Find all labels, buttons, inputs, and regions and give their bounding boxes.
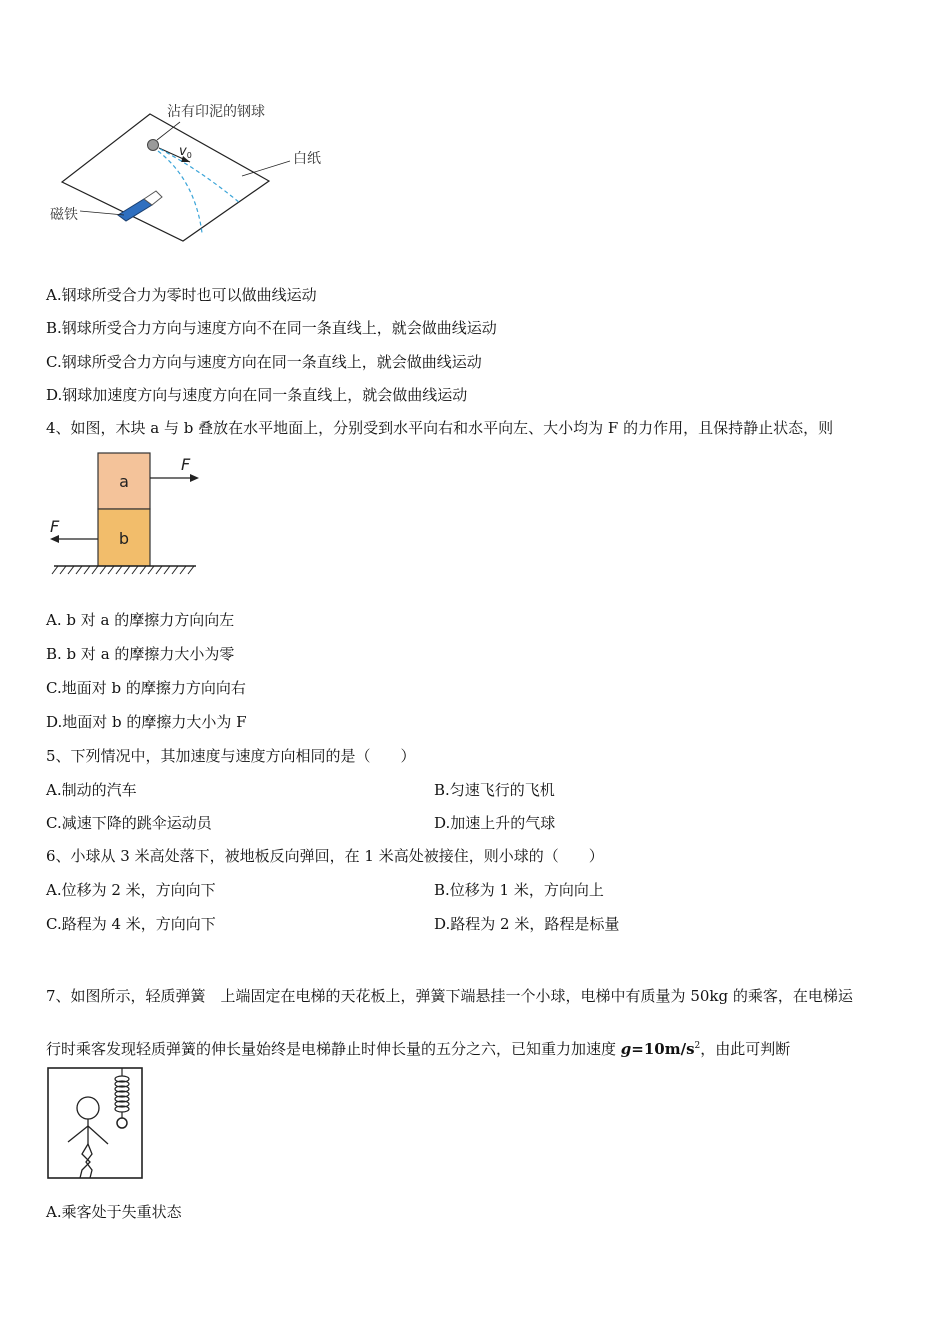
hanging-ball-icon xyxy=(117,1118,127,1128)
q4-stem: 4、如图，木块 a 与 b 叠放在水平地面上，分别受到水平向右和水平向左、大小均为 F 的力作用，且保持静止状态，则 xyxy=(46,419,834,437)
q7-option-a: A.乘客处于失重状态 xyxy=(46,1203,182,1221)
block-a-label: a xyxy=(119,472,129,491)
spring-icon xyxy=(115,1068,129,1118)
q6-option-d: D.路程为 2 米，路程是标量 xyxy=(434,915,620,933)
block-b-label: b xyxy=(118,529,130,548)
magnet-icon xyxy=(118,191,162,221)
magnet-label: 磁铁 xyxy=(50,207,78,223)
q7-gravity-exponent: 2 xyxy=(694,1041,701,1051)
trajectory-curved xyxy=(158,151,202,233)
q7-gravity-value: =10m/s xyxy=(631,1040,695,1058)
force-bottom-label: F xyxy=(50,517,60,536)
ground-hatch xyxy=(52,566,194,574)
q3-option-d: D.钢球加速度方向与速度方向在同一条直线上，就会做曲线运动 xyxy=(46,386,468,404)
q7-elevator-figure xyxy=(46,1066,146,1182)
passenger-icon xyxy=(68,1097,108,1178)
q7-gravity-symbol: g xyxy=(620,1040,632,1058)
q3-figure xyxy=(40,95,340,245)
q5-option-d: D.加速上升的气球 xyxy=(434,814,556,832)
q5-stem: 5、下列情况中，其加速度与速度方向相同的是（ ） xyxy=(46,747,416,765)
q4-figure xyxy=(44,450,204,580)
q4-option-d: D.地面对 b 的摩擦力大小为 F xyxy=(46,713,247,731)
force-top-label: F xyxy=(181,455,191,474)
q5-option-b: B.匀速飞行的飞机 xyxy=(434,781,555,799)
q7-stem-line2-end: ，由此可判断 xyxy=(700,1040,791,1058)
q6-option-a: A.位移为 2 米，方向向下 xyxy=(46,881,216,899)
arrow-left-icon xyxy=(50,535,59,543)
q3-option-b: B.钢球所受合力方向与速度方向不在同一条直线上，就会做曲线运动 xyxy=(46,319,497,337)
q6-stem: 6、小球从 3 米高处落下，被地板反向弹回，在 1 米高处被接住，则小球的（ ） xyxy=(46,847,604,865)
q6-option-c: C.路程为 4 米，方向向下 xyxy=(46,915,216,933)
elevator-box xyxy=(48,1068,142,1178)
q7-stem-line2-text: 行时乘客发现轻质弹簧的伸长量始终是电梯静止时伸长量的五分之六，已知重力加速度 xyxy=(46,1040,621,1058)
q4-option-b: B. b 对 a 的摩擦力大小为零 xyxy=(46,645,235,663)
velocity-label: $v_0$ xyxy=(179,144,192,160)
q4-option-c: C.地面对 b 的摩擦力方向向右 xyxy=(46,679,246,697)
q7-stem-line2 xyxy=(46,1036,790,1059)
q4-option-a: A. b 对 a 的摩擦力方向向左 xyxy=(46,611,235,629)
q3-option-a: A.钢球所受合力为零时也可以做曲线运动 xyxy=(46,286,317,304)
q6-option-b: B.位移为 1 米，方向向上 xyxy=(434,881,604,899)
q7-stem-line1: 7、如图所示，轻质弹簧 上端固定在电梯的天花板上，弹簧下端悬挂一个小球，电梯中有质量为 50kg 的乘客，在电梯运 xyxy=(46,987,853,1005)
trajectory-straight xyxy=(160,149,240,203)
q5-option-c: C.减速下降的跳伞运动员 xyxy=(46,814,212,832)
q3-option-c: C.钢球所受合力方向与速度方向在同一条直线上，就会做曲线运动 xyxy=(46,353,482,371)
paper-label: 白纸 xyxy=(293,151,321,167)
steel-ball-icon xyxy=(148,140,159,151)
ball-label: 沾有印泥的钢球 xyxy=(167,104,265,120)
q5-option-a: A.制动的汽车 xyxy=(46,781,137,799)
arrow-right-icon xyxy=(190,474,199,482)
